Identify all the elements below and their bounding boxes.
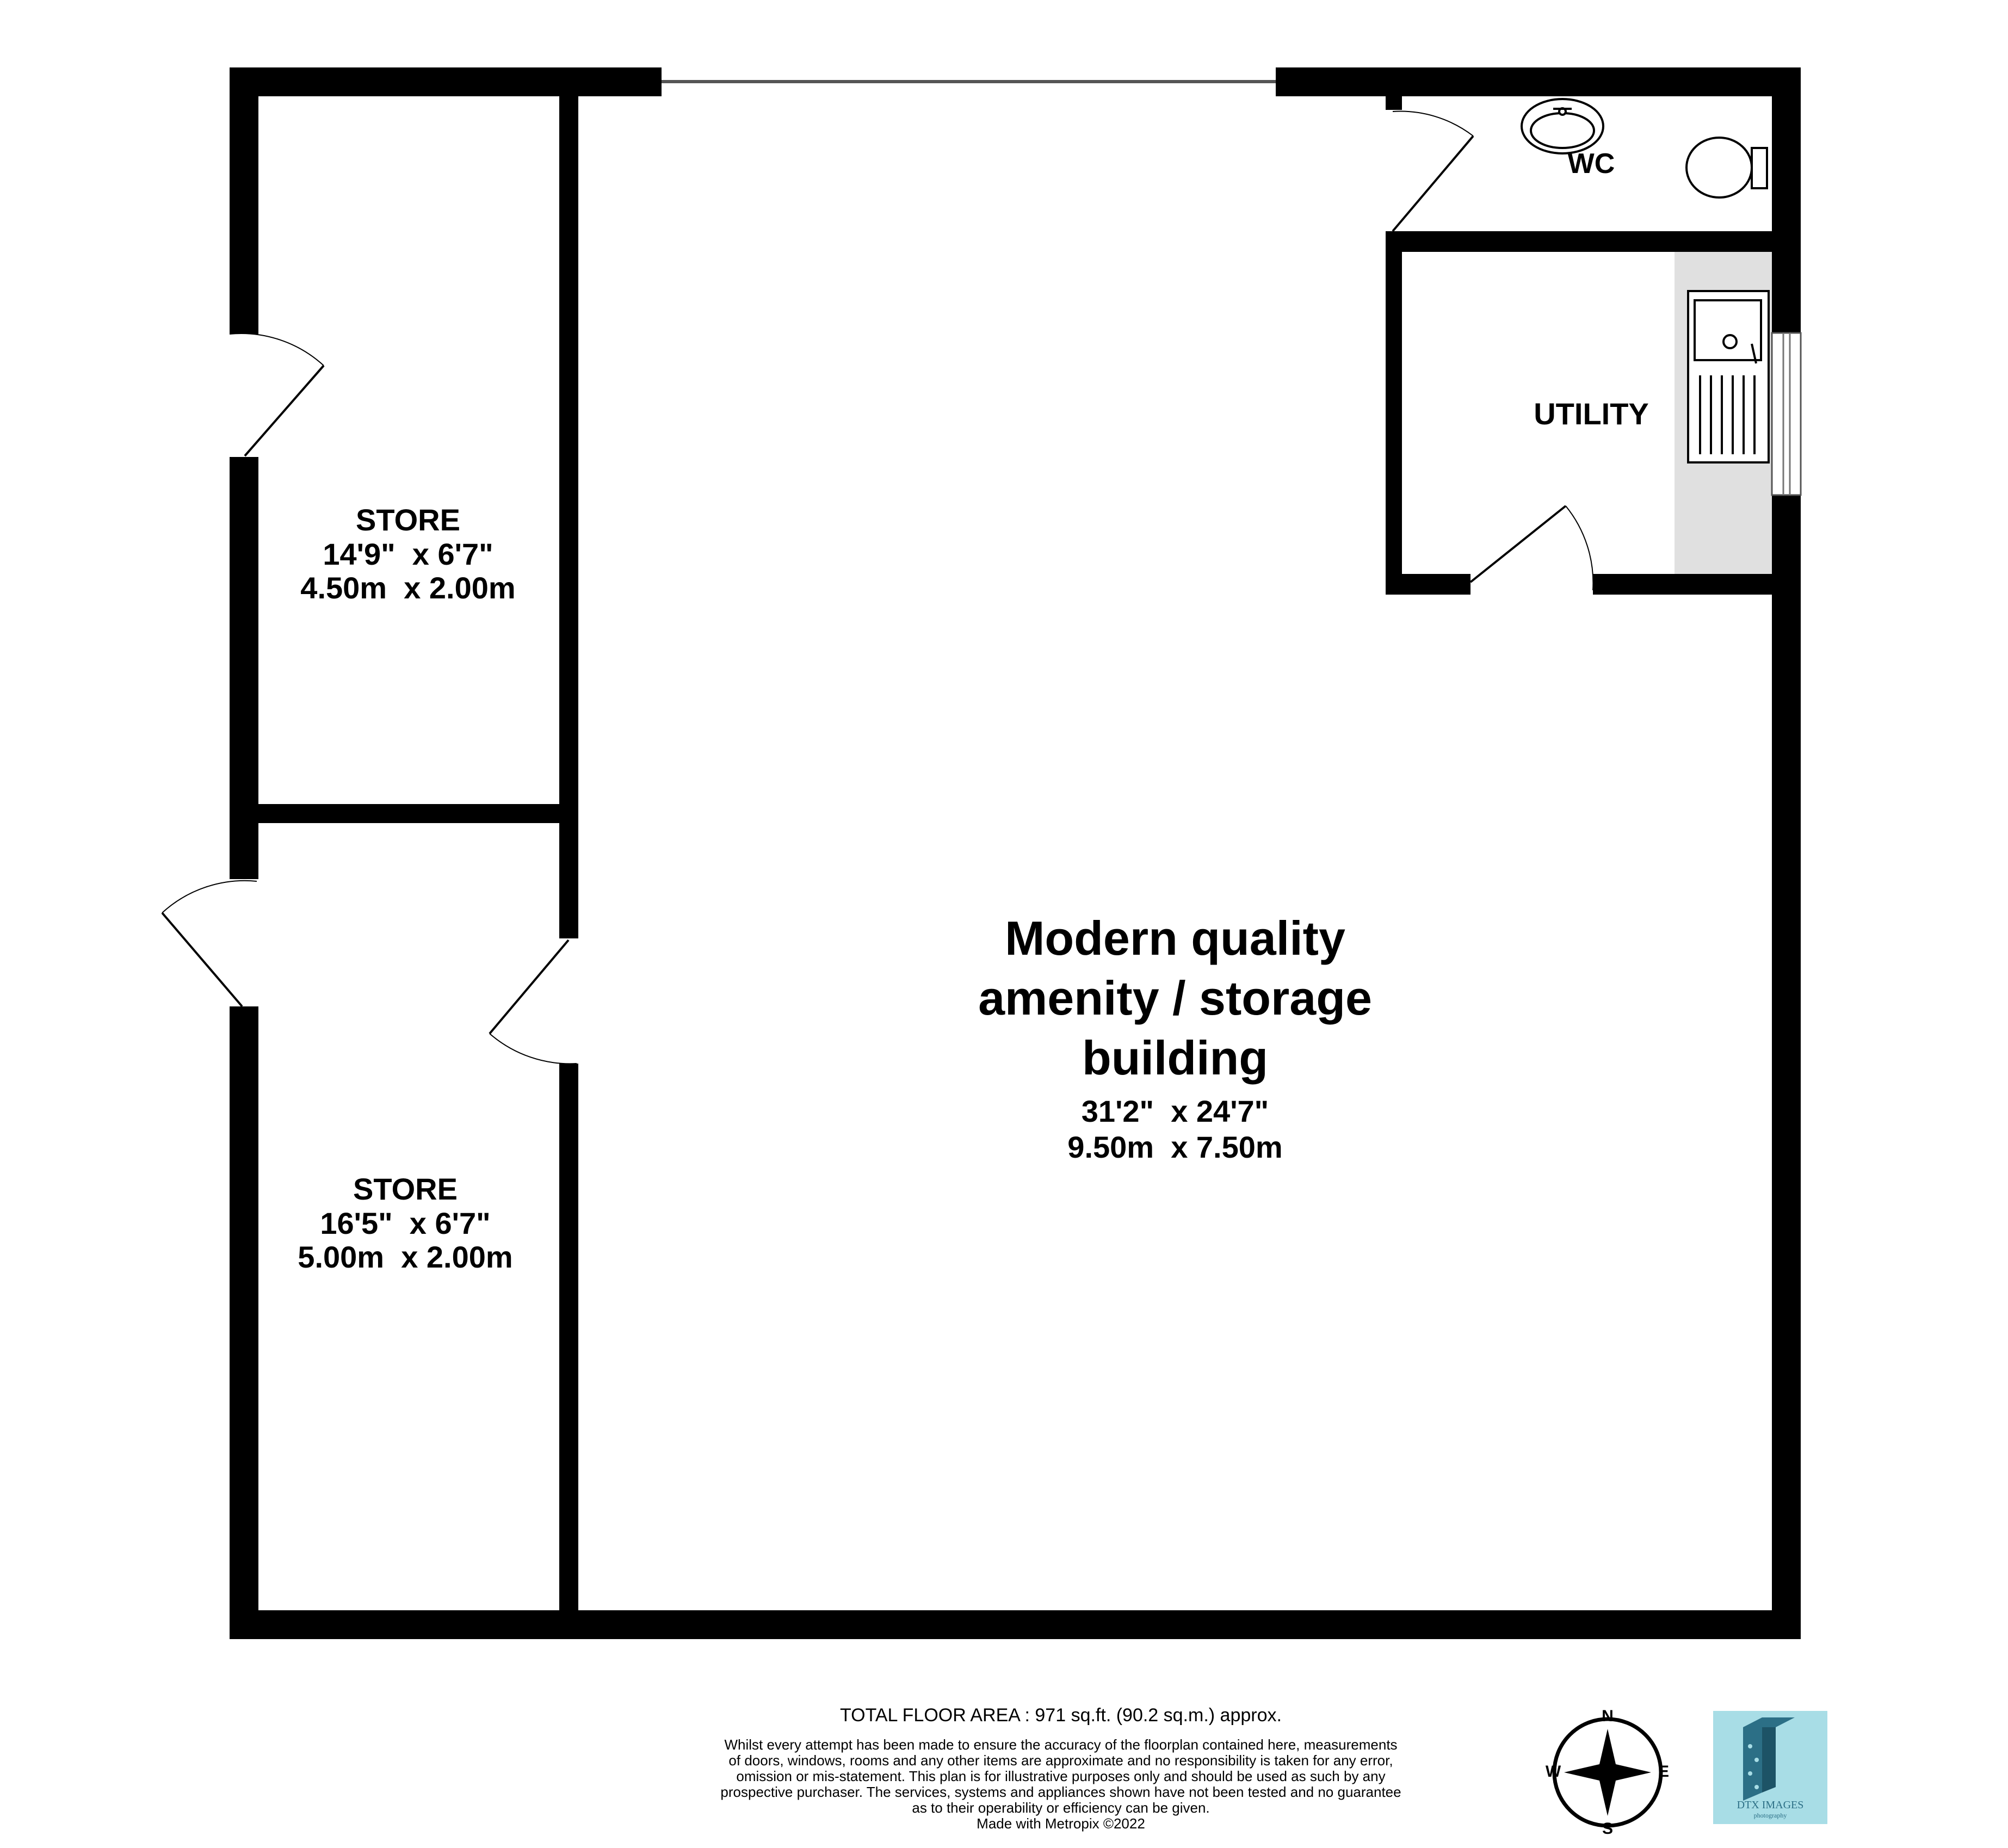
room-dimension-imperial: 14'9" x 6'7" — [323, 536, 493, 571]
credit: Made with Metropix ©2022 — [977, 1815, 1145, 1832]
window — [1772, 333, 1801, 495]
disclaimer-line: as to their operability or efficiency can be given. — [912, 1800, 1210, 1816]
room-label-main — [903, 908, 1447, 1165]
disclaimer-line: prospective purchaser. The services, systems and appliances shown have not been tested and no guarantee — [720, 1784, 1401, 1800]
room-name-line-1: Modern quality — [1005, 911, 1345, 965]
sink-icon — [1688, 291, 1769, 462]
compass-south-label: S — [1602, 1820, 1613, 1838]
room-name: UTILITY — [1534, 397, 1649, 431]
logo — [1713, 1711, 1827, 1824]
basin-icon — [1522, 99, 1603, 153]
disclaimer — [598, 1737, 1523, 1832]
door-utility — [1471, 506, 1566, 582]
room-dimension-metric: 5.00m x 2.00m — [298, 1240, 513, 1275]
logo-subtext: photography — [1753, 1812, 1787, 1819]
logo-text: DTX IMAGES — [1737, 1799, 1804, 1811]
compass-east-label: E — [1658, 1763, 1669, 1781]
exterior-walls — [230, 67, 1801, 1639]
room-dimension-metric: 4.50m x 2.00m — [300, 571, 516, 605]
door-store-lower-internal — [490, 940, 569, 1034]
interior-walls — [256, 92, 1775, 1613]
door-store-upper — [245, 366, 324, 456]
room-name: STORE — [356, 503, 460, 537]
room-label-utility — [1469, 397, 1714, 431]
disclaimer-line: Whilst every attempt has been made to ensure the accuracy of the floorplan contained here, measurements — [724, 1736, 1398, 1753]
compass-west-label: W — [1545, 1763, 1561, 1781]
door-store-lower-external — [162, 913, 242, 1006]
disclaimer-line: of doors, windows, rooms and any other items are approximate and no responsibility is taken for any error, — [728, 1752, 1393, 1769]
room-name-line-2: amenity / storage — [978, 971, 1372, 1025]
room-dimension-imperial: 16'5" x 6'7" — [320, 1206, 491, 1240]
total-floor-area: TOTAL FLOOR AREA : 971 sq.ft. (90.2 sq.m.) approx. — [840, 1705, 1282, 1726]
room-name: STORE — [353, 1172, 458, 1206]
room-dimension-metric: 9.50m x 7.50m — [1067, 1130, 1283, 1164]
compass-icon — [1554, 1719, 1661, 1826]
room-label-store-upper — [256, 503, 560, 605]
compass-north-label: N — [1602, 1707, 1614, 1725]
room-label-store-lower — [253, 1172, 558, 1275]
room-name-line-3: building — [1082, 1031, 1269, 1085]
disclaimer-line: omission or mis-statement. This plan is for illustrative purposes only and should be used as such by any — [736, 1768, 1386, 1784]
room-dimension-imperial: 31'2" x 24'7" — [1081, 1094, 1269, 1128]
toilet-icon — [1686, 138, 1767, 197]
room-label-wc — [1526, 148, 1657, 180]
door-wc — [1393, 136, 1473, 231]
room-name: WC — [1567, 148, 1615, 180]
